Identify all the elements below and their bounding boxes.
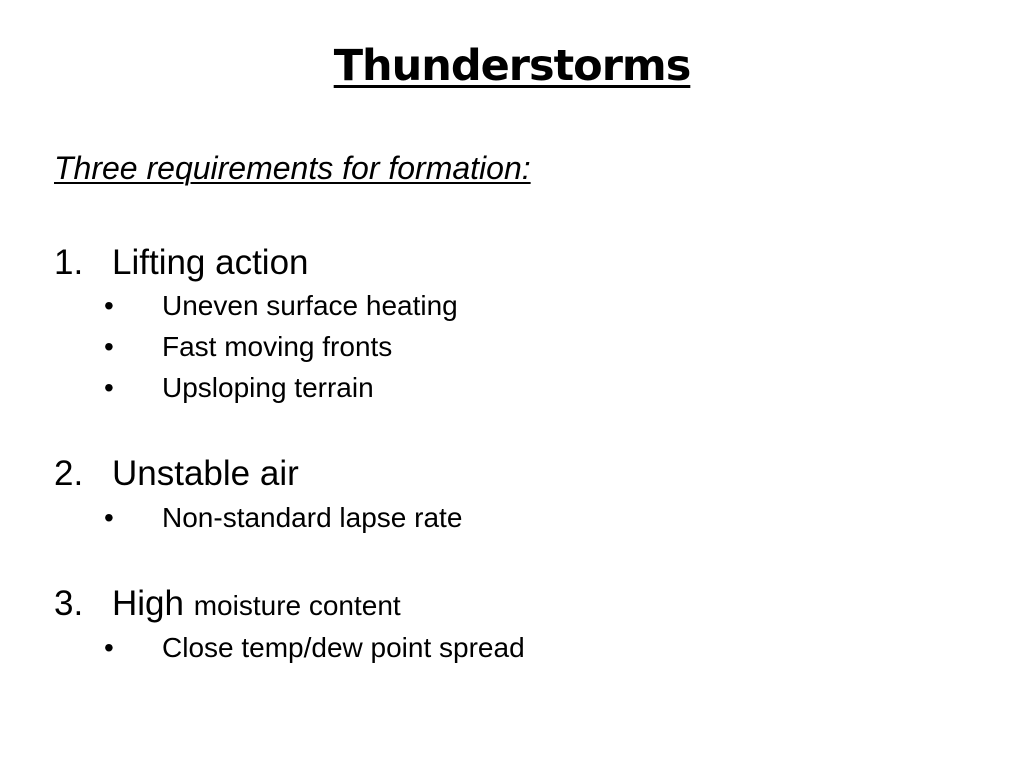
bullet-icon: • [104, 502, 114, 533]
bullet-icon: • [104, 331, 114, 362]
bullet-item [104, 629, 525, 667]
bullet-item [104, 369, 374, 407]
bullet-icon: • [104, 290, 114, 321]
bullet-icon: • [104, 632, 114, 663]
requirement-number: 1. [54, 243, 84, 282]
bullet-text: Fast moving fronts [162, 331, 393, 362]
bullet-text: Close temp/dew point spread [162, 632, 525, 663]
slide-title-text: Thunderstorms [333, 41, 691, 91]
requirement-number: 2. [54, 454, 84, 493]
requirement-label-small: moisture content [193, 590, 401, 621]
slide-subtitle: Three requirements for formation: [54, 150, 531, 186]
requirement-label: Unstable air [112, 454, 299, 493]
bullet-text: Upsloping terrain [162, 372, 374, 403]
requirement-number: 3. [54, 584, 84, 623]
requirement-item [54, 582, 401, 628]
slide-title [0, 36, 1024, 96]
bullet-item [104, 287, 458, 325]
requirement-item [54, 241, 309, 285]
requirement-label: High [112, 584, 184, 623]
bullet-text: Uneven surface heating [162, 290, 458, 321]
bullet-text: Non-standard lapse rate [162, 502, 463, 533]
requirement-item [54, 452, 299, 496]
bullet-icon: • [104, 372, 114, 403]
bullet-item [104, 328, 392, 366]
bullet-item [104, 499, 462, 537]
requirement-label: Lifting action [112, 243, 309, 282]
